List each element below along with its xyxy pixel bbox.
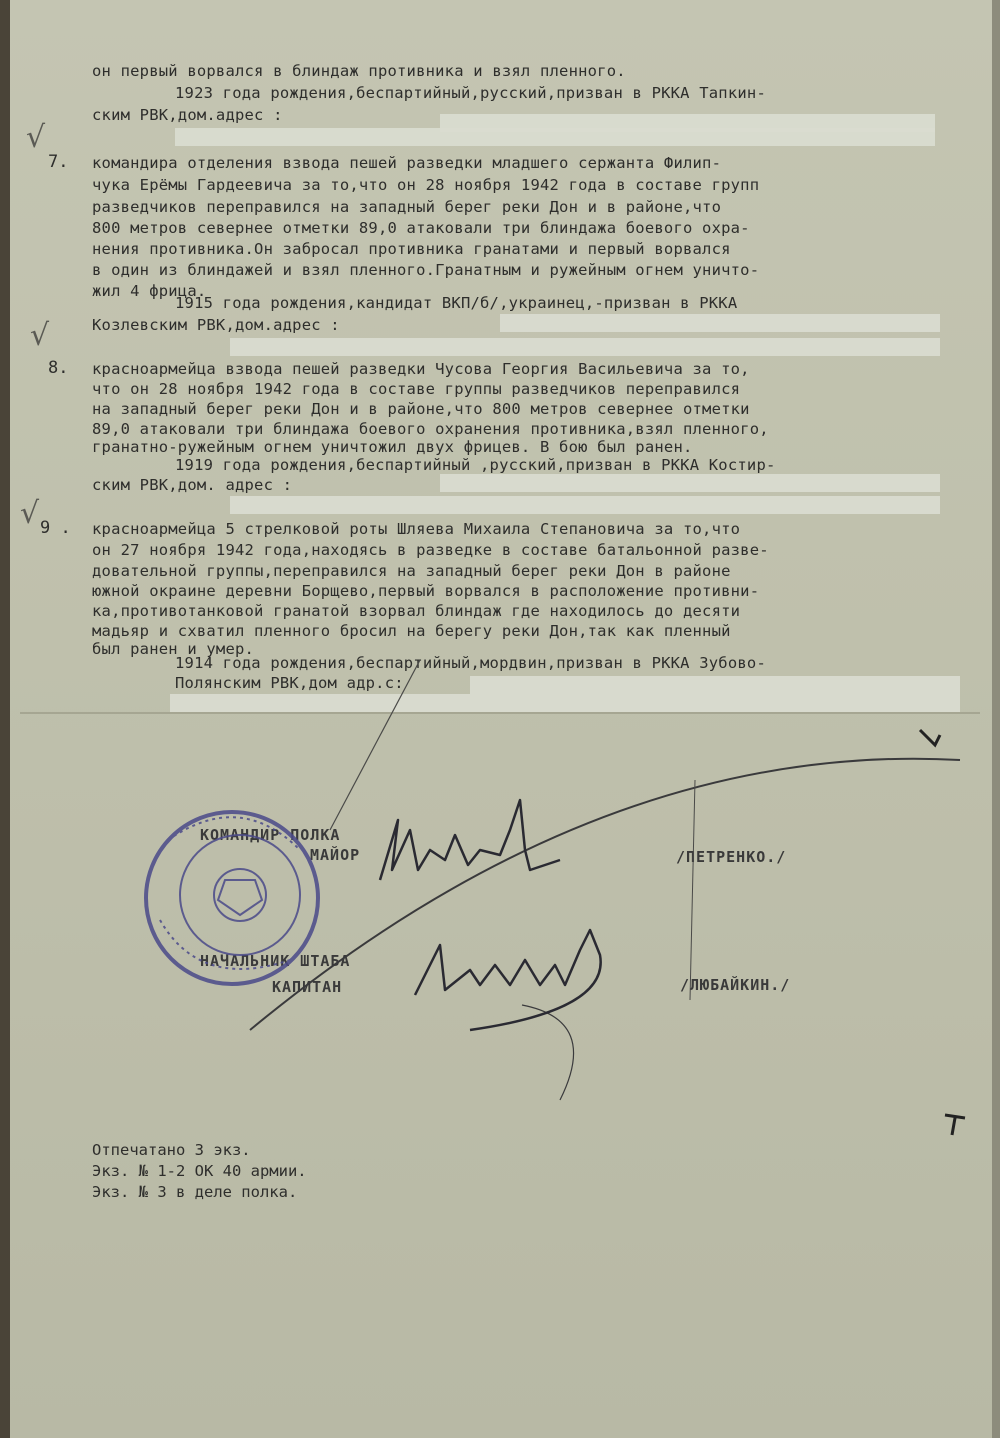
item7-line: командира отделения взвода пешей разведки младшего сержанта Филип- [92,154,722,172]
item7-birth-line1: 1915 года рождения,кандидат ВКП/б/,украинец,-призван в РККА [175,294,738,312]
item8-birth-line1: 1919 года рождения,беспартийный ,русский,призван в РККА Костир- [175,456,776,474]
pen-stroke [250,759,960,1030]
item8-line: что он 28 ноября 1942 года в составе группы разведчиков переправился [92,380,741,398]
chief-name: /ЛЮБАЙКИН./ [680,976,791,994]
chief-signature [415,930,601,1030]
item6-birth-line1: 1923 года рождения,беспартийный,русский,призван в РККА Тапкин- [175,84,766,102]
item8-number: 8. [48,358,69,378]
commander-signature [380,800,560,880]
pen-stroke [330,660,420,830]
item9-line: довательной группы,переправился на западный берег реки Дон в районе [92,562,731,580]
item7-line: чука Ерёмы Гардеевича за то,что он 28 ноября 1942 года в составе групп [92,176,760,194]
item7-birth-line2: Козлевским РВК,дом.адрес : [92,316,340,334]
item6-birth-line2: ским РВК,дом.адрес : [92,106,283,124]
pen-stroke [920,730,940,745]
item7-line: жил 4 фрица. [92,282,207,300]
item9-line: он 27 ноября 1942 года,находясь в разведке в составе батальонной разве- [92,541,769,559]
item9-line: ка,противотанковой гранатой взорвал блиндаж где находилось до десяти [92,602,741,620]
item8-line: красноармейца взвода пешей разведки Чусова Георгия Васильевича за то, [92,360,750,378]
item8-line: гранатно-ружейным огнем уничтожил двух фрицев. В бою был ранен. [92,438,693,456]
pen-stroke [690,780,695,1000]
item9-line: был ранен и умер. [92,640,255,658]
commander-title: КОМАНДИР ПОЛКА [200,826,341,844]
item9-birth-line1: 1914 года рождения,беспартийный,мордвин,призван в РККА Зубово- [175,654,766,672]
item7-line: 800 метров севернее отметки 89,0 атаковали три блиндажа боевого охра- [92,219,750,237]
commander-rank: МАЙОР [310,846,361,864]
item7-number: 7. [48,152,69,172]
item7-line: в один из блиндажей и взял пленного.Гранатным и ружейным огнем уничто- [92,261,760,279]
check-mark-icon: √ [26,120,46,155]
footer-copy-1-2: Экз. № 1-2 ОК 40 армии. [92,1162,307,1180]
item8-line: 89,0 атаковали три блиндажа боевого охранения противника,взял пленного, [92,420,769,438]
chief-title: НАЧАЛЬНИК ШТАБА [200,952,351,970]
item9-line: мадьяр и схватил пленного бросил на берегу реки Дон,так как пленный [92,622,731,640]
item9-birth-line2: Полянским РВК,дом адр.с: [175,674,404,692]
item8-birth-line2: ским РВК,дом. адрес : [92,476,293,494]
footer-copies: Отпечатано 3 экз. [92,1141,251,1159]
item9-line: южной окраине деревни Борщево,первый ворвался в расположение противни- [92,582,760,600]
item8-line: на западный берег реки Дон и в районе,что 800 метров севернее отметки [92,400,750,418]
official-stamp-icon [146,812,318,984]
commander-name: /ПЕТРЕНКО./ [676,848,787,866]
check-mark-icon: √ [20,496,40,531]
footer-copy-3: Экз. № 3 в деле полка. [92,1183,298,1201]
item7-line: разведчиков переправился на западный берег реки Дон и в районе,что [92,198,722,216]
top-line: он первый ворвался в блиндаж противника и взял пленного. [92,62,626,80]
item7-line: нения противника.Он забросал противника гранатами и первый ворвался [92,240,731,258]
check-mark-icon: √ [30,318,50,353]
item9-number: 9 . [40,518,71,538]
chief-rank: КАПИТАН [272,978,343,996]
item9-line: красноармейца 5 стрелковой роты Шляева Михаила Степановича за то,что [92,520,741,538]
pen-stroke [945,1115,965,1135]
